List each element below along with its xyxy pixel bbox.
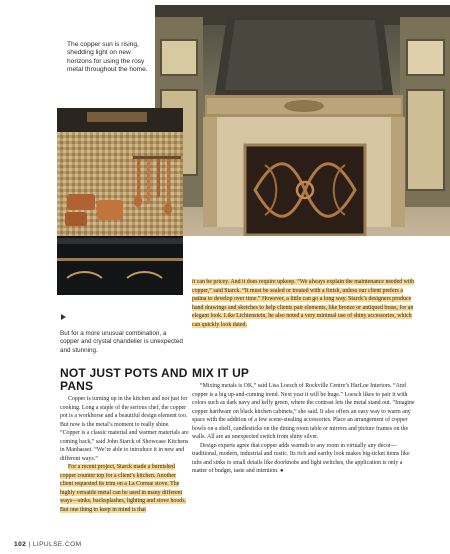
page-number: 102	[14, 541, 27, 548]
article-continuation	[192, 278, 416, 329]
photo-caption-bottom: But for a more unusual combination, a copper and crystal chandelier is unexpected and stunning.	[60, 330, 183, 354]
section-mix-text-2: Design experts agree that copper adds warmth to any room in virtually any décor—traditional, modern, industrial and rustic. Its rich and earthy look makes big-ticket items like tubs and sinks to small details like doorknobs and light switches, the application is only a matter of budget, taste and intention.	[192, 442, 410, 474]
footer-separator: |	[28, 541, 31, 548]
section-mix-body	[192, 382, 416, 476]
section-mix-paragraph-1	[192, 382, 416, 442]
range-hood-illustration	[155, 5, 450, 236]
section-mix-text-1: “Mixing metals is OK,” said Lisa Loesch of Rockville Centre’s HarLoe Interiors. “And copper is a big up-and-coming trend. Next year it will be huge.” Loesch likes to pair it with colors such as dark navy and kelly green, where the contrast lets the metal stand out. “Imagine copper hardware on black kitchen cabinets,” she said. It also offers an easy way to warm any space with the addition of a few scene-stealing accessories. Place an arrangement of copper bowls on a shelf, candlesticks on the dining room table or mirrors and picture frames on the walls. All are an unexpected switch from shiny silver.	[192, 383, 415, 440]
continuation-text: it can be pricey. And it does require upkeep. “We always explain the maintenance needed with copper,” said Starck. “It must be sealed or treated with a finish, unless our client prefers a patina to develop over time.” However, a little can go a long way. Starck’s designers produce hand drawings and sketches to help clients pair elements, like bronze or antiqued brass, for an elegant look. Like Lichtenstein, he also noted a very minimal use of shiny accessories, which can quickly look dated.	[192, 279, 415, 328]
kitchen-range-hood-photo	[155, 5, 450, 236]
section-pots-text-1: Copper is turning up in the kitchen and not just for cooking. Long a staple of the serious chef, the copper pot is a workhorse and a beautiful design element too. But now is the metal’s moment to really shine. “Copper is a classic material and warmer materials are coming back,” said John Starck of Showcase Kitchens in Manhasset. “We’re able to introduce it in new and different ways.”	[60, 396, 189, 462]
section-pots-text-2: For a recent project, Starck made a burnished copper counter top for a client’s kitchen. Another client requested its trim on a La Cornue stove. The highly versatile metal can be used in many different ways—sinks, backsplashes, lighting and stove hoods. But one thing to keep in mind is that	[60, 464, 186, 513]
caption-arrow-icon	[61, 314, 66, 320]
section-mix-paragraph-2	[192, 442, 416, 476]
section-pots-paragraph-2	[60, 463, 190, 514]
section-heading-pots: NOT JUST POTS AND PANS	[60, 366, 188, 393]
section-pots-paragraph-1	[60, 395, 190, 463]
section-mix-it-up	[192, 367, 416, 476]
copper-pots-illustration	[57, 108, 183, 295]
copper-pots-photo	[57, 108, 183, 295]
footer-site: LIPULSE.COM	[32, 541, 82, 548]
page-footer	[14, 541, 82, 548]
end-mark-icon: ●	[280, 468, 284, 474]
section-pots-body	[60, 395, 190, 514]
photo-caption-top: The copper sun is rising, shedding light on new horizons for using the rosy metal throughout the home.	[67, 41, 148, 74]
continuation-paragraph	[192, 278, 416, 329]
section-heading-mix: MIX IT UP	[192, 366, 250, 380]
section-not-just-pots	[60, 367, 190, 514]
